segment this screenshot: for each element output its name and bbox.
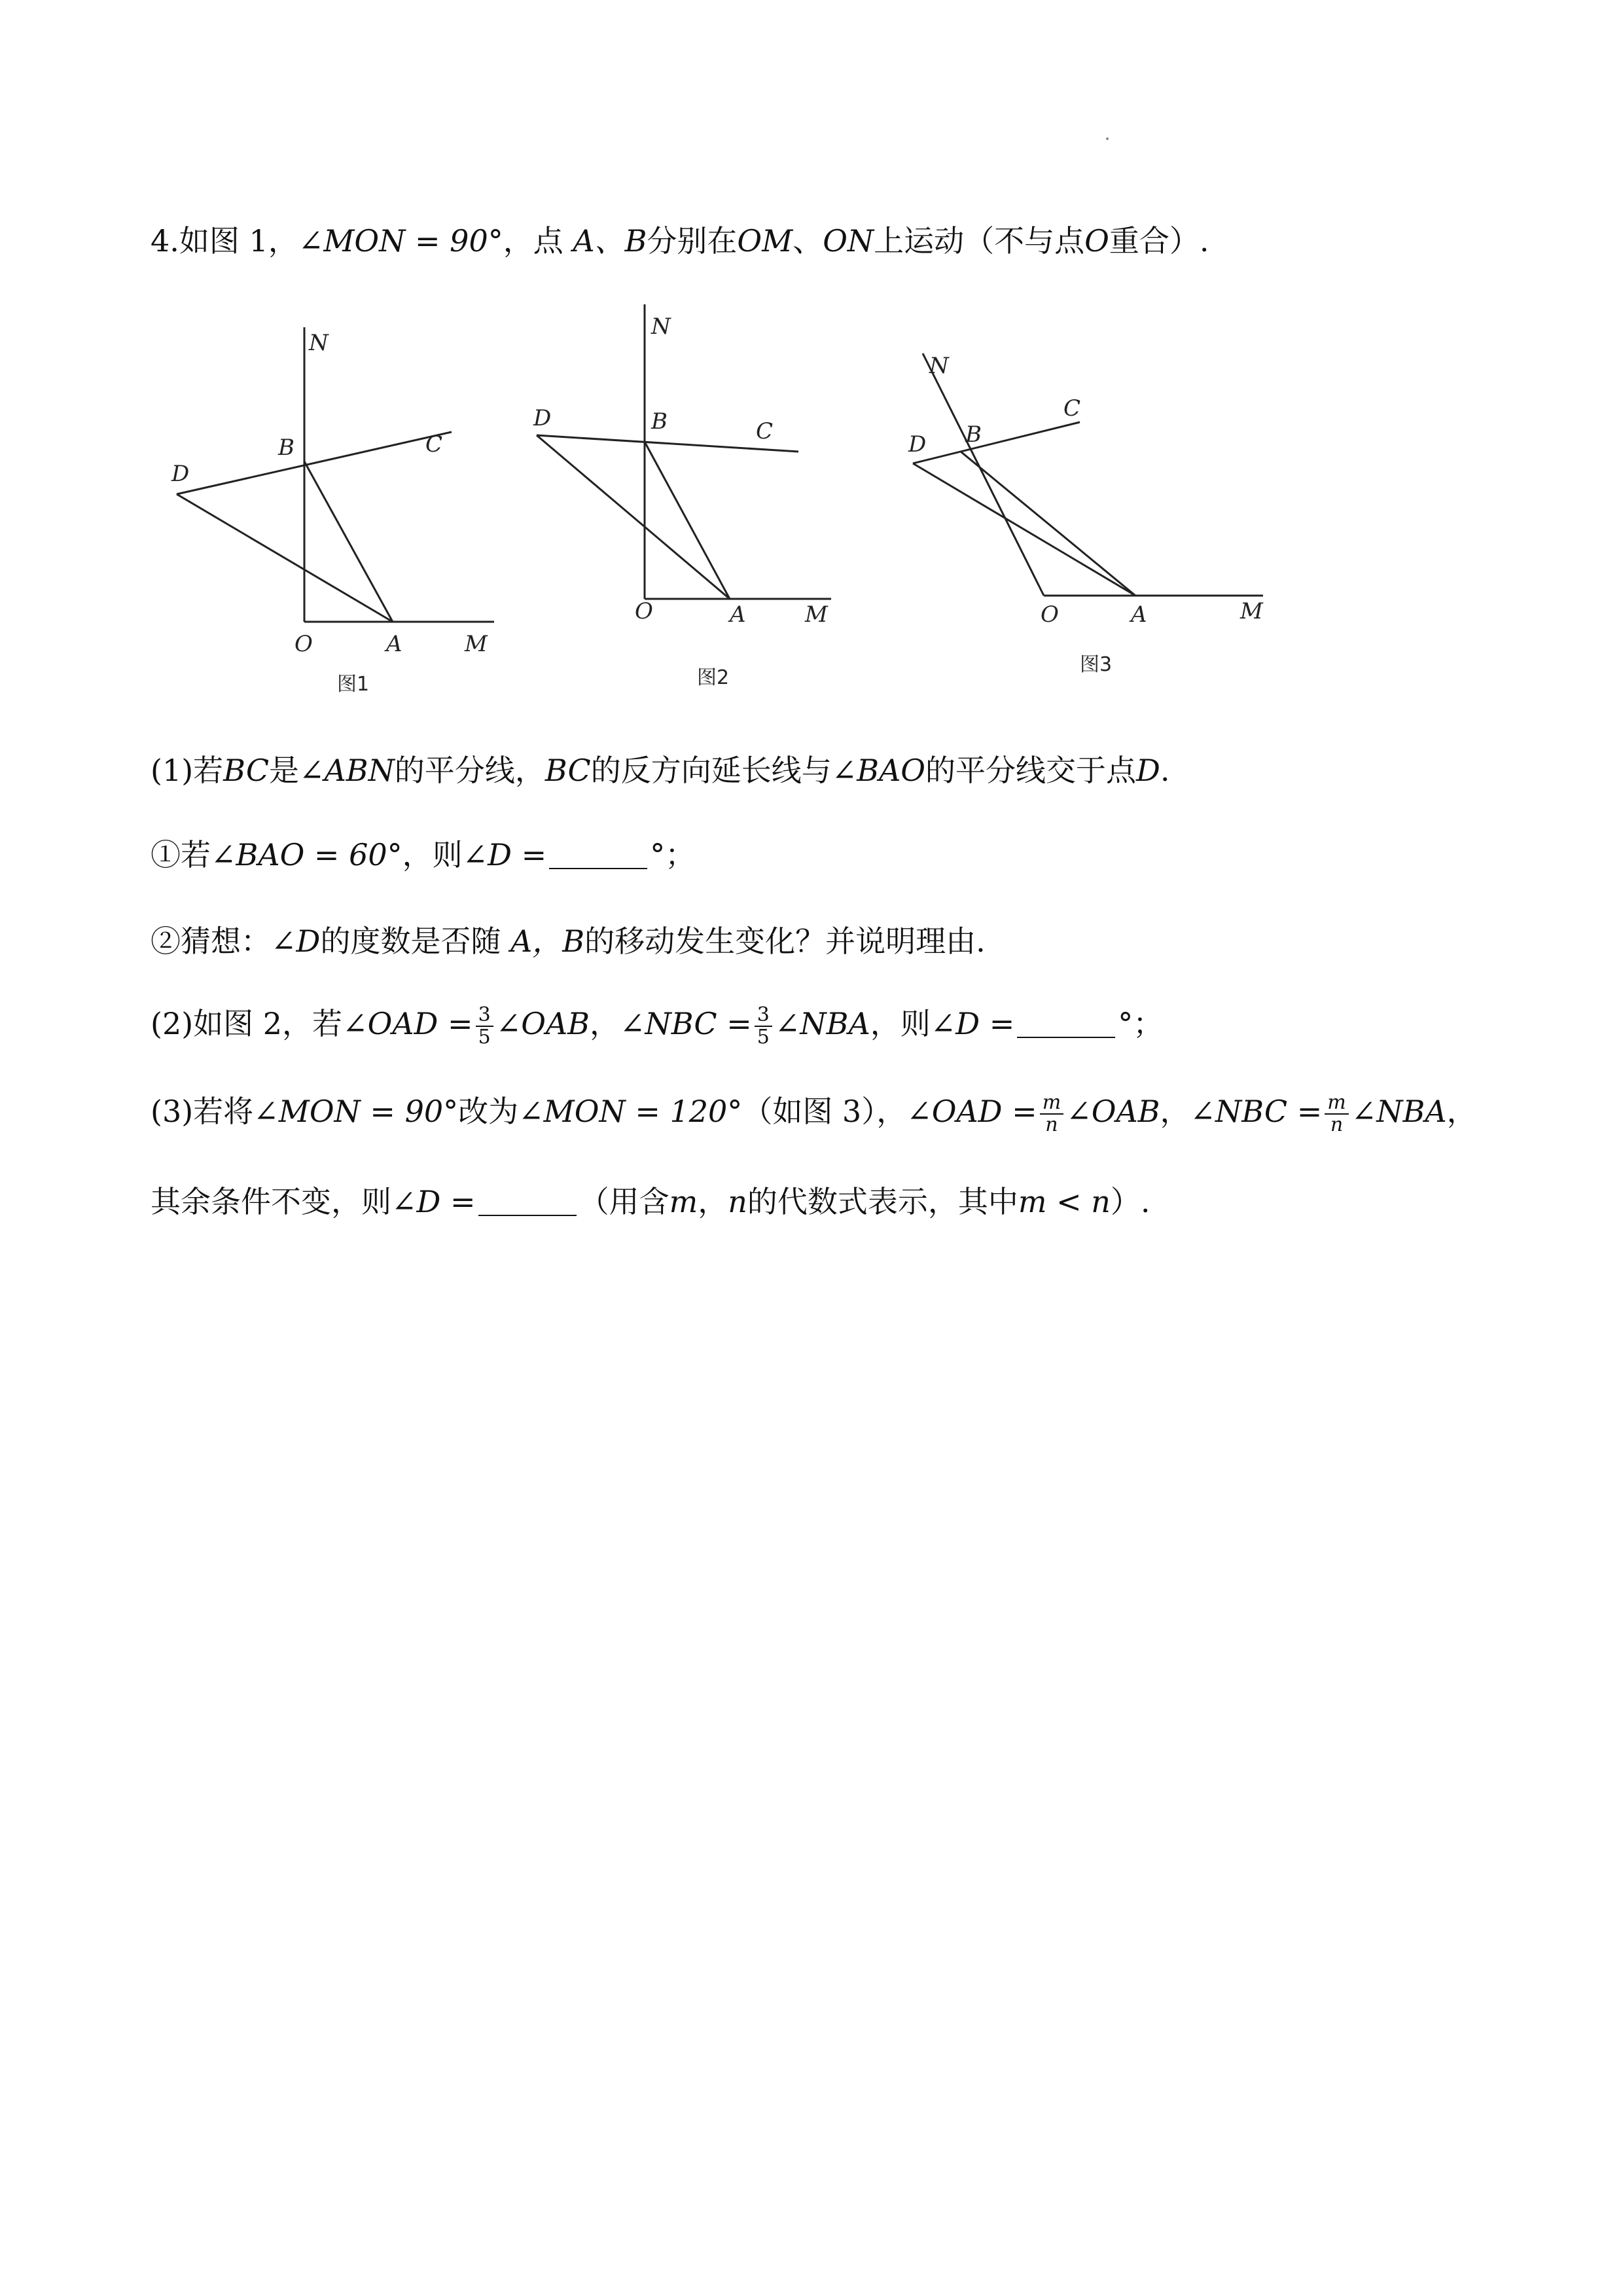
label-d: D bbox=[533, 405, 552, 431]
segment-da bbox=[913, 463, 1135, 596]
figure-3 bbox=[883, 340, 1289, 690]
label-m: M bbox=[465, 631, 488, 657]
caption-fig1: 图1 bbox=[337, 673, 370, 696]
label-b: B bbox=[651, 408, 668, 435]
label-o: O bbox=[635, 598, 653, 624]
segment-da bbox=[537, 435, 730, 599]
answer-blank-1a[interactable] bbox=[549, 842, 647, 869]
segment-da bbox=[177, 494, 393, 622]
label-d: D bbox=[171, 461, 190, 487]
segment-ba bbox=[304, 461, 393, 622]
label-c: C bbox=[756, 418, 774, 444]
label-n: N bbox=[929, 353, 949, 379]
label-m: M bbox=[805, 601, 828, 628]
label-n: N bbox=[651, 314, 671, 340]
line-dc bbox=[913, 422, 1080, 463]
caption-fig3: 图3 bbox=[1080, 653, 1113, 676]
part-3-line-2: 其余条件不变，则∠D = （用含m，n的代数式表示，其中m < n）. bbox=[151, 1184, 1150, 1219]
part-1: (1)若BC是∠ABN的平分线，BC的反方向延长线与∠BAO的平分线交于点D. bbox=[151, 753, 1170, 788]
figure-1 bbox=[164, 314, 517, 709]
question-intro: 4.如图 1，∠MON = 90°，点 A、B分别在OM、ON上运动（不与点O重合）. bbox=[151, 223, 1209, 259]
label-c: C bbox=[1063, 395, 1081, 422]
label-d: D bbox=[908, 431, 927, 457]
segment-ba bbox=[645, 442, 730, 599]
question-number: 4. bbox=[151, 223, 179, 259]
part-2: (2)如图 2，若∠OAD = $\frac{3}{5}$ ∠OAB，∠NBC = $\frac{3}{5}$ ∠NBA，则∠D = °； bbox=[151, 1003, 1164, 1049]
label-b: B bbox=[278, 435, 294, 461]
label-n: N bbox=[309, 330, 329, 356]
label-a: A bbox=[386, 631, 402, 657]
part-1a: ①若∠BAO = 60°，则∠D = °； bbox=[151, 837, 696, 872]
fraction-3-5-b: $\frac{3}{5}$ bbox=[755, 1005, 772, 1048]
label-o: O bbox=[294, 631, 313, 657]
part-3: (3)若将∠MON = 90°改为∠MON = 120°（如图 3），∠OAD = $\frac{m}{n}$ ∠OAB，∠NBC = $\frac{m}{n}$ ∠NBA， bbox=[151, 1091, 1477, 1136]
label-b: B bbox=[965, 422, 982, 448]
label-a: A bbox=[730, 601, 746, 628]
label-a: A bbox=[1131, 601, 1147, 628]
line-dc bbox=[177, 432, 452, 494]
ray-on bbox=[923, 353, 1044, 596]
segment-ba bbox=[961, 452, 1135, 596]
fraction-m-n: $\frac{m}{n}$ bbox=[1040, 1092, 1063, 1136]
label-o: O bbox=[1041, 601, 1059, 628]
answer-blank-2[interactable] bbox=[1017, 1011, 1115, 1038]
caption-fig2: 图2 bbox=[697, 666, 730, 689]
label-c: C bbox=[425, 431, 443, 457]
part-1b: ②猜想：∠D的度数是否随 A，B的移动发生变化？并说明理由. bbox=[151, 924, 986, 959]
label-m: M bbox=[1240, 598, 1263, 624]
figure-2 bbox=[517, 295, 870, 703]
fraction-3-5: $\frac{3}{5}$ bbox=[476, 1005, 493, 1048]
fraction-m-n-b: $\frac{m}{n}$ bbox=[1325, 1092, 1348, 1136]
scan-speck bbox=[1106, 137, 1109, 140]
answer-blank-3[interactable] bbox=[478, 1189, 577, 1216]
